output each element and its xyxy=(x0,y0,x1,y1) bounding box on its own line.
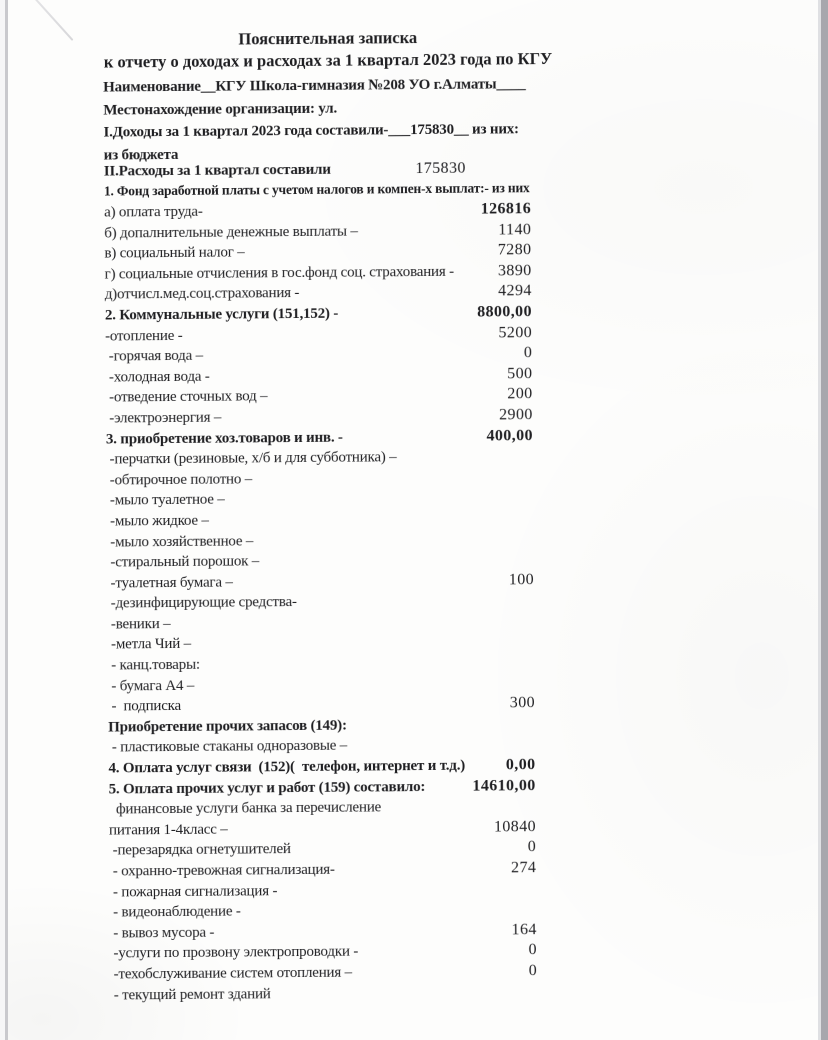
line-label: -стиральный порошок – xyxy=(106,553,260,571)
scan-edge-right-dark xyxy=(821,0,828,1040)
line-value: 400,00 xyxy=(486,426,533,445)
line-value: 7280 xyxy=(497,241,532,259)
line-label: б) допалнительные денежные выплаты – xyxy=(104,223,358,242)
line-label: - вывоз мусора - xyxy=(109,924,215,942)
info-line-budget: из бюджета xyxy=(103,147,179,164)
line-label: - охранно-тревожная сигнализация- xyxy=(109,861,335,880)
line-value: 164 xyxy=(511,920,537,939)
line-label: г) социальные отчисления в гос.фонд соц. страхования - xyxy=(104,263,454,283)
line-label: Приобретение прочих запасов (149): xyxy=(108,717,347,736)
line-label: -отведение сточных вод – xyxy=(105,388,268,406)
page-corner-crease xyxy=(35,0,74,41)
line-label: -перчатки (резиновые, х/б и для субботника) – xyxy=(106,449,397,468)
line-value: 500 xyxy=(507,364,533,383)
info-line-name: Наименование__КГУ Школа-гимназия №208 УО г.Алматы____ xyxy=(103,76,526,96)
line-value: 300 xyxy=(509,694,536,712)
line-label: -обтирочное полотно – xyxy=(106,471,253,489)
line-label: II.Расходы за 1 квартал составили xyxy=(103,161,331,180)
line-value: 126816 xyxy=(480,200,532,218)
document-line xyxy=(110,982,537,1006)
line-label: в) социальный налог – xyxy=(104,244,245,262)
document-lines xyxy=(104,158,538,1006)
line-label: -метла Чий – xyxy=(107,636,192,653)
info-line-income: I.Доходы за 1 квартал 2023 года составили-___175830__ из них: xyxy=(103,121,519,141)
line-label: -мыло жидкое – xyxy=(106,512,209,530)
line-value: 0 xyxy=(528,962,538,980)
line-value: 8800,00 xyxy=(477,303,532,321)
line-value: 0 xyxy=(527,838,537,856)
line-label: -услуги по прозвону электропроводки - xyxy=(109,943,359,962)
line-value: 274 xyxy=(511,859,537,877)
line-label: а) оплата труда- xyxy=(104,203,203,221)
line-value: 0,00 xyxy=(505,756,536,774)
line-value: 14610,00 xyxy=(472,776,536,795)
line-value: 1140 xyxy=(498,220,532,239)
line-label: 3. приобретение хоз.товаров и инв. - xyxy=(105,429,343,448)
document-title-line2: к отчету о доходах и расходах за 1 квартал 2023 года по КГУ xyxy=(103,48,553,72)
line-label: питания 1-4класс – xyxy=(108,821,228,839)
line-label: - подписка xyxy=(107,698,182,715)
line-label: -горячая вода – xyxy=(105,347,203,365)
line-label: - пластиковые стаканы одноразовые – xyxy=(108,738,348,756)
line-value: 4294 xyxy=(498,282,532,300)
document-line xyxy=(109,776,536,800)
line-value: 2900 xyxy=(499,406,533,424)
line-label: -отопление - xyxy=(105,327,183,345)
line-value: 5200 xyxy=(498,323,533,341)
line-label: -техобслуживание систем отопления – xyxy=(110,964,352,983)
line-label: - пожарная сигнализация - xyxy=(109,882,278,901)
line-label: - видеонаблюдение - xyxy=(109,903,241,921)
line-label: д)отчисл.мед.соц.страхования - xyxy=(104,285,300,303)
document-title-line1: Пояснительная записка xyxy=(238,28,418,49)
line-label: - текущий ремонт зданий xyxy=(110,985,271,1004)
line-label: 4. Оплата услуг связи (152)( телефон, интернет и т.д.) xyxy=(108,757,466,777)
line-label: -дезинфицирующие средства- xyxy=(107,594,297,612)
line-label: финансовые услуги банка за перечисление xyxy=(108,799,382,818)
line-label: -веники – xyxy=(107,615,171,633)
line-label: 1. Фонд заработной платы с учетом налогов и компен-х выплат:- из них xyxy=(103,180,530,199)
line-label: -электроэнергия – xyxy=(105,409,222,427)
line-label: - бумага А4 – xyxy=(107,677,195,695)
line-label: -мыло хозяйственное – xyxy=(106,532,254,550)
line-label: - канц.товары: xyxy=(107,656,200,674)
document-info-block xyxy=(103,73,531,167)
info-line-location: Местонахождение организации: ул. xyxy=(103,100,338,119)
line-value: 175830 xyxy=(415,159,466,177)
line-value: 100 xyxy=(508,570,535,589)
line-value: 200 xyxy=(507,385,533,403)
line-label: 5. Оплата прочих услуг и работ (159) составило: xyxy=(108,778,426,798)
line-label: -перезарядка огнетушителей xyxy=(109,841,291,859)
line-label: -мыло туалетное – xyxy=(106,491,225,509)
line-value: 0 xyxy=(528,941,538,959)
line-value: 0 xyxy=(523,344,533,362)
line-label: -туалетная бумага – xyxy=(106,574,233,592)
document-content xyxy=(103,26,553,1005)
line-label: 2. Коммунальные услуги (151,152) - xyxy=(104,305,339,324)
line-value: 10840 xyxy=(493,817,537,836)
line-value: 3890 xyxy=(497,261,532,280)
line-label: -холодная вода - xyxy=(105,368,210,386)
document-line xyxy=(104,179,531,203)
scan-edge-left-line xyxy=(5,0,8,1040)
